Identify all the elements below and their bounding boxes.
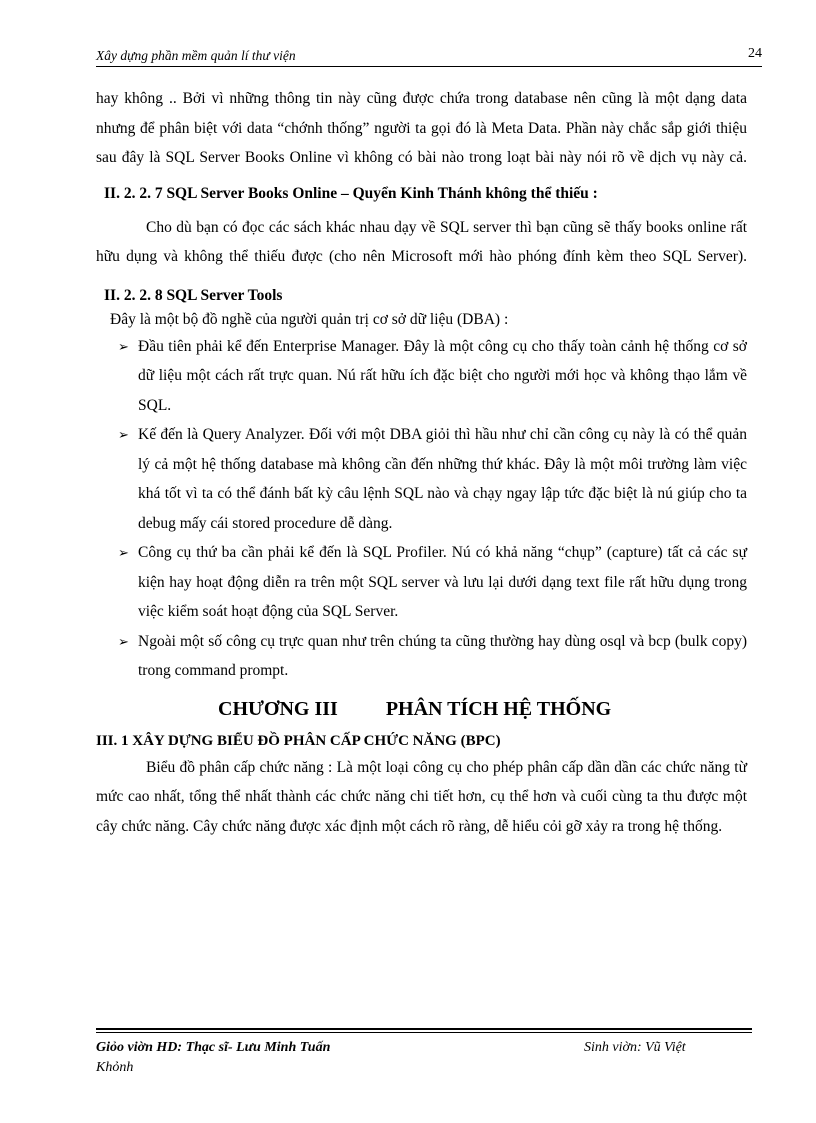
arrow-bullet-icon: ➢ — [118, 545, 129, 560]
heading-books-online: II. 2. 2. 7 SQL Server Books Online – Quyển Kinh Thánh không thể thiếu : — [104, 184, 598, 202]
tools-list — [96, 332, 747, 686]
arrow-bullet-icon: ➢ — [118, 633, 129, 649]
page-number: 24 — [748, 46, 762, 61]
chapter-heading — [96, 695, 747, 723]
arrow-bullet-icon: ➢ — [118, 338, 129, 354]
footer-student-cont: Khỏnh — [96, 1060, 134, 1075]
page-header — [96, 46, 762, 68]
header-title: Xây dựng phần mềm quản lí thư viện — [96, 48, 296, 63]
header-rule — [96, 66, 762, 67]
arrow-bullet-icon: ➢ — [118, 427, 129, 442]
page-body — [96, 84, 747, 841]
footer-rule-thin — [96, 1032, 752, 1033]
paragraph-meta-data: hay không .. Bởi vì những thông tin này cũng được chứa trong database nên cũng là một dạng data nhưng để phân biệt với data “chớnh thống” người ta gọi đó là Meta Data. Phần này chắc sắp giới thiệu sau đây là SQL Server Books Online vì không có bài nào trong loạt bài này nói rõ về dịch vụ này cả. — [96, 90, 747, 166]
heading-bpc: III. 1 XÂY DỰNG BIỂU ĐỒ PHÂN CẤP CHỨC NĂNG (BPC) — [96, 732, 501, 749]
paragraph-bpc: Biểu đồ phân cấp chức năng : Là một loại công cụ cho phép phân cấp dần dần các chức năng từ mức cao nhất, tổng thể nhất thành các chức năng chi tiết hơn, cụ thể hơn và cuối cùng ta thu được một cây chức năng. Cây chức năng được xác định một cách rõ ràng, dễ hiểu cỏi gỡ xảy ra trong hệ thống. — [96, 758, 747, 835]
paragraph-books-online: Cho dù bạn có đọc các sách khác nhau dạy về SQL server thì bạn cũng sẽ thấy books online rất hữu dụng và không thể thiếu được (cho nên Microsoft mới hào phóng đính kèm theo SQL Server). — [96, 218, 747, 265]
list-item: ➢ Kế đến là Query Analyzer. Đối với một DBA giỏi thì hầu như chỉ cần công cụ này là có thể quản lý cả một hệ thống database mà không cần đến những thứ khác. Đây là một môi trường làm việc khá tốt vì ta có thể đánh bất kỳ câu lệnh SQL nào và chạy ngay lập tức đặc biệt là nú giúp cho ta debug mấy cái stored procedure dễ dàng. — [96, 420, 747, 538]
heading-sql-tools: II. 2. 2. 8 SQL Server Tools — [104, 286, 283, 304]
footer-instructor: Giỏo viờn HD: Thạc sĩ- Lưu Minh Tuấn — [96, 1040, 331, 1055]
footer-student: Sinh viờn: Vũ Việt — [584, 1040, 686, 1055]
list-item: ➢ Ngoài một số công cụ trực quan như trên chúng ta cũng thường hay dùng osql và bcp (bulk copy) trong command prompt. — [96, 627, 747, 686]
chapter-title: PHÂN TÍCH HỆ THỐNG — [385, 697, 612, 720]
footer-rule — [96, 1028, 752, 1030]
list-item: ➢ Đầu tiên phải kể đến Enterprise Manager. Đây là một công cụ cho thấy toàn cảnh hệ thống cơ sở dữ liệu một cách rất trực quan. Nú rất hữu ích đặc biệt cho người mới học và không thạo lắm về SQL. — [96, 332, 747, 421]
chapter-number: CHƯƠNG III — [218, 697, 338, 720]
list-item: ➢ Công cụ thứ ba cần phải kể đến là SQL Profiler. Nú có khả năng “chụp” (capture) tất cả các sự kiện hay hoạt động diễn ra trên một SQL server và lưu lại dưới dạng text file rất hữu dụng trong việc kiểm soát hoạt động của SQL Server. — [96, 538, 747, 627]
paragraph-tools-intro: Đây là một bộ đồ nghề của người quản trị cơ sở dữ liệu (DBA) : — [110, 310, 509, 328]
